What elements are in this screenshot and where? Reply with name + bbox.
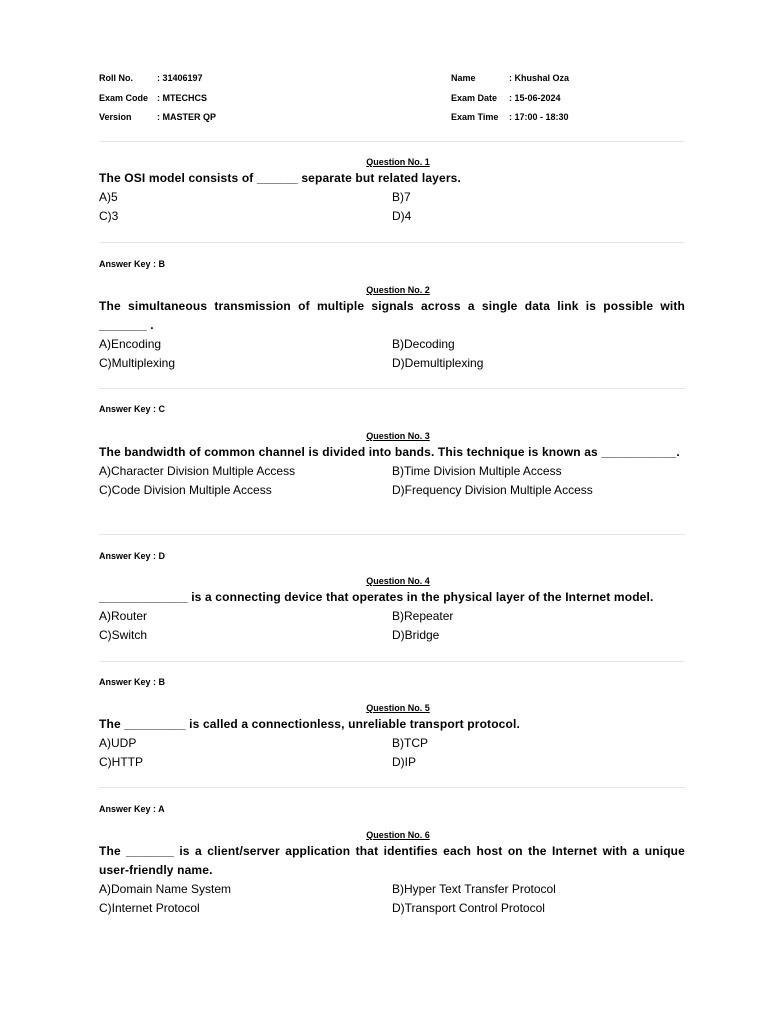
- divider: [99, 242, 685, 243]
- divider: [99, 787, 685, 788]
- exam-date-value: : 15-06-2024: [509, 92, 561, 103]
- name-value: : Khushal Oza: [509, 73, 570, 83]
- name-label: Name: [451, 73, 476, 83]
- divider: [99, 388, 685, 389]
- divider: [99, 534, 685, 535]
- answer-key: Answer Key : B: [99, 259, 166, 269]
- question-text: The simultaneous transmission of multiple signals across a single data link is possible with _______ .: [99, 299, 685, 332]
- question-text: _____________ is a connecting device that operates in the physical layer of the Internet model.: [99, 590, 654, 604]
- options: [99, 734, 685, 772]
- question-block: [99, 574, 685, 645]
- option-c: C)Internet Protocol: [99, 901, 200, 915]
- exam-code-label: Exam Code: [99, 92, 149, 103]
- option-b: B)TCP: [392, 736, 428, 750]
- roll-no-label: Roll No.: [99, 73, 133, 83]
- question-number: Question No. 5: [366, 703, 430, 713]
- question-block: [99, 155, 685, 226]
- question-block: [99, 429, 685, 500]
- question-number: Question No. 6: [366, 830, 430, 840]
- option-a: A)UDP: [99, 736, 137, 750]
- version-value: : MASTER QP: [157, 112, 217, 122]
- candidate-info: [99, 73, 685, 132]
- answer-key: Answer Key : A: [99, 804, 165, 814]
- option-a: A)Character Division Multiple Access: [99, 464, 296, 478]
- question-text: The _______ is a client/server application that identifies each host on the Internet with a unique user-friendly name.: [99, 844, 685, 877]
- question-number: Question No. 2: [366, 285, 430, 295]
- question-text: The _________ is called a connectionless, unreliable transport protocol.: [99, 717, 520, 731]
- option-d: D)Frequency Division Multiple Access: [392, 483, 593, 497]
- option-a: A)Domain Name System: [99, 882, 232, 896]
- options: [99, 607, 685, 645]
- option-c: C)3: [99, 209, 119, 223]
- exam-time-label: Exam Time: [451, 112, 499, 122]
- info-row-version: [99, 112, 685, 132]
- question-block: [99, 701, 685, 772]
- option-b: B)Hyper Text Transfer Protocol: [392, 882, 556, 896]
- option-b: B)Repeater: [392, 609, 454, 623]
- option-c: C)Switch: [99, 628, 148, 642]
- option-d: D)4: [392, 209, 412, 223]
- options: [99, 188, 685, 226]
- divider: [99, 141, 685, 142]
- option-d: D)Transport Control Protocol: [392, 901, 545, 915]
- option-c: C)Code Division Multiple Access: [99, 483, 272, 497]
- options: [99, 462, 685, 500]
- question-number: Question No. 3: [366, 431, 430, 441]
- option-d: D)Demultiplexing: [392, 356, 484, 370]
- question-number: Question No. 4: [366, 576, 430, 586]
- info-row-roll: [99, 73, 685, 93]
- option-c: C)Multiplexing: [99, 356, 176, 370]
- option-a: A)5: [99, 190, 118, 204]
- option-b: B)Time Division Multiple Access: [392, 464, 562, 478]
- answer-key: Answer Key : D: [99, 551, 166, 561]
- info-row-exam-code: [99, 93, 685, 113]
- question-block: [99, 283, 685, 373]
- option-a: A)Router: [99, 609, 148, 623]
- options: [99, 335, 685, 373]
- exam-date-label: Exam Date: [451, 92, 498, 103]
- options: [99, 880, 685, 918]
- option-d: D)IP: [392, 755, 416, 769]
- question-number: Question No. 1: [366, 157, 430, 167]
- option-b: B)Decoding: [392, 337, 455, 351]
- option-a: A)Encoding: [99, 337, 162, 351]
- version-label: Version: [99, 112, 132, 122]
- answer-key: Answer Key : C: [99, 404, 166, 414]
- exam-time-value: : 17:00 - 18:30: [509, 112, 569, 122]
- question-block: [99, 828, 685, 918]
- option-d: D)Bridge: [392, 628, 440, 642]
- option-b: B)7: [392, 190, 411, 204]
- question-text: The bandwidth of common channel is divided into bands. This technique is known as ___________.: [99, 445, 680, 459]
- exam-code-value: : MTECHCS: [157, 92, 207, 103]
- answer-key: Answer Key : B: [99, 677, 166, 687]
- option-c: C)HTTP: [99, 755, 143, 769]
- divider: [99, 661, 685, 662]
- question-text: The OSI model consists of ______ separate but related layers.: [99, 171, 461, 185]
- roll-no-value: : 31406197: [157, 73, 203, 83]
